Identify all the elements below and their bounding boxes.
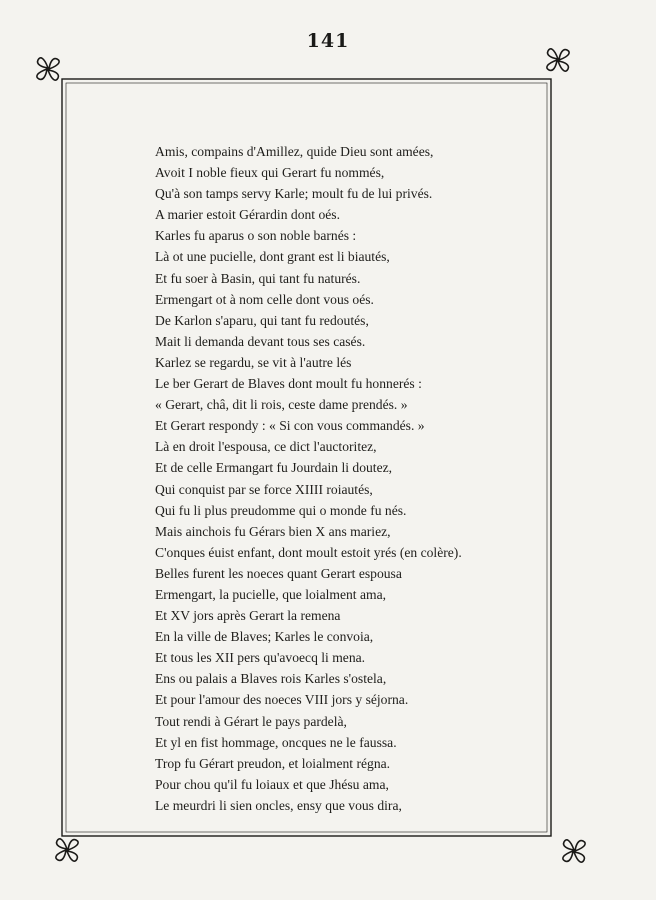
verse-line: Et tous les XII pers qu'avoecq li mena. [155, 650, 366, 666]
verse-line: Ermengart, la pucielle, que loialment ama, [155, 586, 387, 602]
verse-line: Qu'à son tamps servy Karle; moult fu de lui privés. [155, 186, 433, 202]
corner-ornament-bottom-right [563, 840, 585, 862]
verse-line: Karlez se regardu, se vit à l'autre lés [155, 354, 352, 370]
verse-line: A marier estoit Gérardin dont oés. [155, 207, 340, 223]
verse-line: En la ville de Blaves; Karles le convoia, [155, 629, 374, 645]
verse-line: Mait li demanda devant tous ses casés. [155, 333, 366, 349]
verse-line: Et Gerart respondy : « Si con vous commandés. » [155, 418, 425, 434]
verse-line: Et yl en fist hommage, oncques ne le faussa. [155, 734, 397, 750]
verse-line: Avoit I noble fieux qui Gerart fu nommés, [155, 165, 385, 181]
verse-line: Mais ainchois fu Gérars bien X ans mariez, [155, 523, 391, 539]
corner-ornament-bottom-left [56, 839, 78, 861]
verse-line: Et de celle Ermangart fu Jourdain li doutez, [155, 460, 393, 476]
verse-line: Karles fu aparus o son noble barnés : [155, 228, 357, 244]
verse-line: Le meurdri li sien oncles, ensy que vous dira, [155, 797, 402, 813]
poem-text [155, 141, 495, 816]
verse-line: Belles furent les noeces quant Gerart espousa [155, 565, 402, 581]
verse-line: Qui conquist par se force XIIII roiautés, [155, 481, 373, 497]
page-number: 141 [306, 30, 350, 52]
verse-line: Ens ou palais a Blaves rois Karles s'ostela, [155, 671, 387, 687]
verse-line: « Gerart, châ, dit li rois, ceste dame prendés. » [155, 397, 408, 413]
verse-line: Amis, compains d'Amillez, quide Dieu sont amées, [155, 144, 434, 159]
verse-line: Pour chou qu'il fu loiaux et que Jhésu ama, [155, 776, 389, 792]
verse-line: Tout rendi à Gérart le pays pardelà, [155, 713, 347, 729]
verse-line: Là ot une pucielle, dont grant est li biautés, [155, 249, 390, 265]
corner-ornament-top-left [37, 58, 59, 80]
verse-line: De Karlon s'aparu, qui tant fu redoutés, [155, 312, 369, 328]
verse-line: Et pour l'amour des noeces VIII jors y séjorna. [155, 692, 409, 708]
verse-line: Trop fu Gérart preudon, et loialment régna. [155, 755, 391, 771]
verse-line: Le ber Gerart de Blaves dont moult fu honnerés : [155, 376, 422, 392]
verse-line: C'onques éuist enfant, dont moult estoit yrés (en colère). [155, 544, 462, 560]
verse-line: Et fu soer à Basin, qui tant fu naturés. [155, 270, 361, 286]
corner-ornament-top-right [547, 49, 569, 71]
verse-line: Et XV jors après Gerart la remena [155, 608, 341, 624]
verse-line: Ermengart ot à nom celle dont vous oés. [155, 291, 374, 307]
verse-line: Là en droit l'espousa, ce dict l'auctoritez, [155, 439, 377, 455]
verse-line: Qui fu li plus preudomme qui o monde fu nés. [155, 502, 407, 518]
